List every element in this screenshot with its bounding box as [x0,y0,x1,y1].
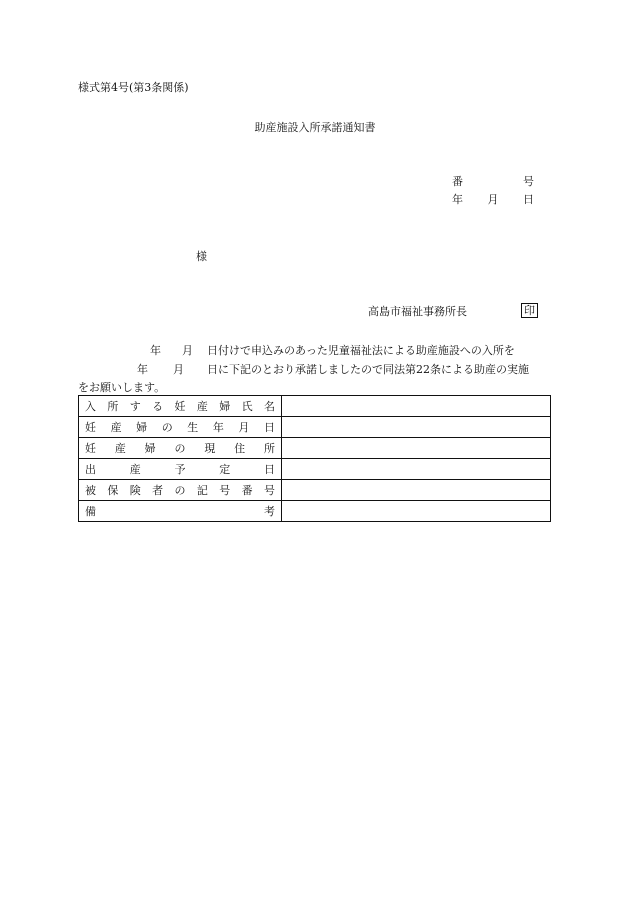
body-line-1-year: 年 [150,344,161,357]
row-value-field[interactable] [282,459,551,480]
label-char: 備 [85,504,96,518]
date-month: 月 [487,193,499,206]
row-label-text [85,401,275,412]
label-char: の [174,483,186,497]
label-char: 日 [263,420,275,434]
body-line-2-month: 月 [173,363,184,376]
label-char: 号 [219,483,231,497]
table-row [79,501,551,522]
label-char: 産 [196,399,208,413]
row-label [79,438,282,459]
date-day: 日 [523,193,534,206]
body-line-1-text: 日付けで申込みのあった児童福祉法による助産施設への入所を [207,344,515,357]
table-row [79,480,551,501]
label-char: 考 [264,504,275,518]
issue-date-row [452,194,534,205]
label-char: の [161,420,173,434]
recipient-honorific: 様 [196,250,207,263]
label-char: 婦 [219,399,231,413]
row-value-field[interactable] [282,417,551,438]
number-suffix: 号 [523,175,534,188]
row-label-text [85,485,275,496]
label-char: 定 [219,462,231,476]
label-char: 号 [264,483,275,497]
label-char: 生 [187,420,199,434]
body-line-3: をお願いします。 [78,381,166,394]
date-year: 年 [452,193,463,206]
table-row [79,438,551,459]
document-title: 助産施設入所承諾通知書 [254,121,376,134]
row-label [79,501,282,522]
label-char: 険 [129,483,141,497]
label-char: 婦 [144,441,156,455]
body-line-2-text: 日に下記のとおり承諾しましたので同法第22条による助産の実施 [207,363,529,376]
row-value-field[interactable] [282,396,551,417]
row-label [79,480,282,501]
label-char: 日 [264,462,275,476]
row-value-field[interactable] [282,480,551,501]
label-char: 者 [152,483,164,497]
label-char: 妊 [174,399,186,413]
label-char: 婦 [136,420,148,434]
seal-mark: 印 [521,303,538,318]
table-row [79,459,551,480]
body-line-2-year: 年 [137,363,148,376]
label-char: の [174,441,186,455]
label-char: 被 [85,483,96,497]
label-char: 名 [264,399,275,413]
row-label-text [85,422,275,433]
body-line-1-month: 月 [182,344,193,357]
issuer-name: 高島市福祉事務所長 [368,305,467,318]
row-value-field[interactable] [282,438,551,459]
label-char: 産 [129,462,141,476]
row-label-text [85,506,275,517]
row-label-text [85,443,275,454]
label-char: 現 [204,441,216,455]
label-char: 所 [107,399,119,413]
label-char: 産 [114,441,126,455]
label-char: 入 [85,399,96,413]
label-char: 住 [234,441,246,455]
label-char: 年 [212,420,224,434]
row-label [79,459,282,480]
label-char: 月 [238,420,250,434]
document-number-row [452,176,534,187]
label-char: す [129,399,141,413]
table-row [79,417,551,438]
table-row [79,396,551,417]
label-char: 妊 [85,441,96,455]
label-char: 記 [196,483,208,497]
details-table [78,395,551,522]
label-char: 氏 [241,399,253,413]
label-char: る [152,399,164,413]
label-char: 予 [174,462,186,476]
row-label [79,396,282,417]
number-label: 番 [452,175,463,188]
label-char: 産 [110,420,122,434]
label-char: 保 [107,483,119,497]
label-char: 出 [85,462,96,476]
label-char: 所 [263,441,275,455]
row-label-text [85,464,275,475]
form-reference: 様式第4号(第3条関係) [78,81,189,94]
row-value-field[interactable] [282,501,551,522]
label-char: 妊 [85,420,96,434]
label-char: 番 [241,483,253,497]
row-label [79,417,282,438]
